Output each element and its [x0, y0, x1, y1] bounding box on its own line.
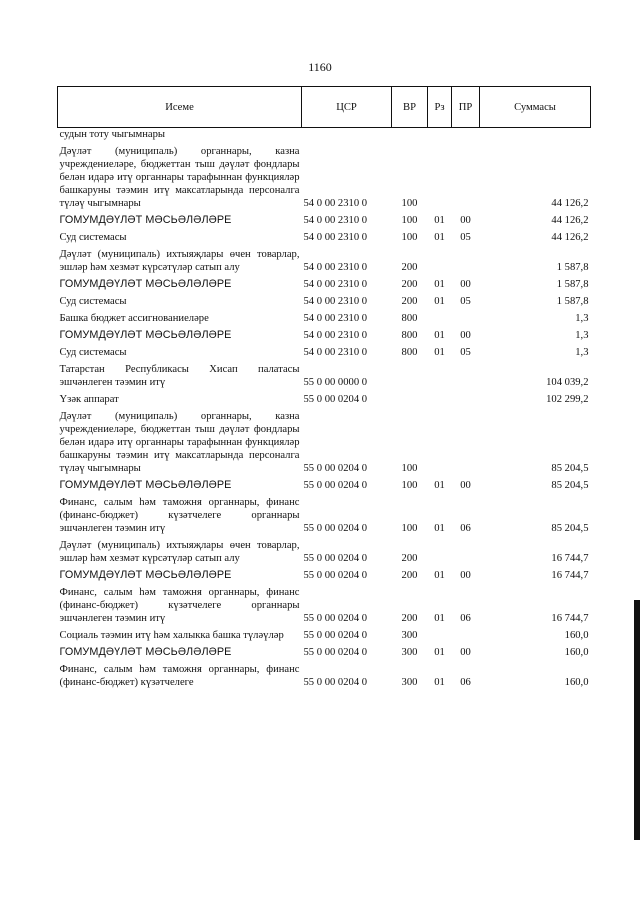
- cell-sum: 44 126,2: [551, 232, 589, 243]
- cell-sum: 44 126,2: [551, 215, 589, 226]
- cell-name: Суд системасы: [59, 296, 127, 307]
- cell-csr: 54 0 00 2310 0: [303, 215, 368, 226]
- cell-csr: 54 0 00 2310 0: [303, 198, 368, 209]
- table-row: [58, 344, 591, 361]
- cell-pr: [452, 128, 480, 144]
- cell-rz: 01: [434, 279, 445, 290]
- header-vr: ВР: [392, 87, 428, 128]
- cell-csr: 54 0 00 2310 0: [303, 347, 368, 358]
- cell-pr: [452, 537, 480, 567]
- cell-csr: 55 0 00 0204 0: [303, 480, 368, 491]
- cell-sum: 85 204,5: [551, 463, 589, 474]
- cell-rz: 01: [434, 232, 445, 243]
- table-row: [58, 584, 591, 627]
- cell-rz: [428, 391, 452, 408]
- cell-pr: 06: [460, 677, 471, 688]
- cell-rz: [428, 143, 452, 212]
- cell-rz: 01: [434, 347, 445, 358]
- cell-sum: 16 744,7: [551, 553, 589, 564]
- header-csr: ЦСР: [302, 87, 392, 128]
- cell-vr: 100: [401, 198, 418, 209]
- cell-vr: 200: [401, 296, 418, 307]
- cell-pr: 06: [460, 523, 471, 534]
- cell-sum: 1 587,8: [556, 262, 589, 273]
- header-name: Исеме: [58, 87, 302, 128]
- cell-pr: [452, 143, 480, 212]
- table-row: [58, 276, 591, 293]
- cell-rz: [428, 246, 452, 276]
- cell-pr: 00: [460, 330, 471, 341]
- cell-vr: 200: [401, 262, 418, 273]
- cell-csr: 55 0 00 0204 0: [303, 523, 368, 534]
- cell-sum: [480, 128, 591, 144]
- cell-sum: 104 039,2: [546, 377, 589, 388]
- table-row: [58, 327, 591, 344]
- cell-name: ГОМУМДӘҮЛӘТ МӘСЬӘЛӘЛӘРЕ: [59, 329, 232, 341]
- cell-sum: 160,0: [564, 647, 589, 658]
- cell-vr: [392, 361, 428, 391]
- scan-edge-bar: [634, 600, 640, 840]
- cell-pr: 00: [460, 570, 471, 581]
- cell-name: Финанс, салым һәм таможня органнары, финанс (финанс-бюджет) күзәтчелеге органнары эшчәнлеген тәэмин итү: [59, 587, 300, 624]
- cell-rz: 01: [434, 613, 445, 624]
- cell-sum: 102 299,2: [546, 394, 589, 405]
- table-body: [58, 128, 591, 692]
- table-row: [58, 627, 591, 644]
- cell-vr: 100: [401, 215, 418, 226]
- cell-name: Дәүләт (муниципаль) ихтыяҗлары өчен товарлар, эшләр һәм хезмәт күрсәтүләр сатып алу: [59, 249, 300, 273]
- cell-rz: [428, 128, 452, 144]
- cell-csr: 54 0 00 2310 0: [303, 330, 368, 341]
- cell-name: ГОМУМДӘҮЛӘТ МӘСЬӘЛӘЛӘРЕ: [59, 479, 232, 491]
- table-row: [58, 567, 591, 584]
- cell-rz: 01: [434, 215, 445, 226]
- table-row: [58, 212, 591, 229]
- cell-vr: 800: [401, 347, 418, 358]
- cell-pr: 00: [460, 647, 471, 658]
- cell-pr: 05: [460, 232, 471, 243]
- cell-sum: 16 744,7: [551, 613, 589, 624]
- cell-vr: [392, 391, 428, 408]
- cell-rz: 01: [434, 647, 445, 658]
- table-row: [58, 477, 591, 494]
- cell-rz: 01: [434, 570, 445, 581]
- cell-vr: 100: [401, 480, 418, 491]
- cell-rz: [428, 627, 452, 644]
- cell-sum: 44 126,2: [551, 198, 589, 209]
- cell-csr: 55 0 00 0204 0: [303, 570, 368, 581]
- cell-pr: [452, 361, 480, 391]
- cell-vr: 800: [401, 313, 418, 324]
- cell-rz: [428, 408, 452, 477]
- cell-rz: [428, 537, 452, 567]
- cell-vr: 300: [401, 630, 418, 641]
- cell-pr: [452, 310, 480, 327]
- cell-rz: 01: [434, 523, 445, 534]
- cell-pr: [452, 391, 480, 408]
- cell-name: Суд системасы: [59, 347, 127, 358]
- table-row: [58, 143, 591, 212]
- cell-sum: 160,0: [564, 630, 589, 641]
- cell-pr: [452, 246, 480, 276]
- cell-sum: 85 204,5: [551, 480, 589, 491]
- cell-name: Суд системасы: [59, 232, 127, 243]
- cell-vr: 800: [401, 330, 418, 341]
- cell-name: судын тоту чыгымнары: [59, 129, 165, 140]
- table-row: [58, 128, 591, 144]
- cell-name: ГОМУМДӘҮЛӘТ МӘСЬӘЛӘЛӘРЕ: [59, 569, 232, 581]
- cell-csr: 54 0 00 2310 0: [303, 232, 368, 243]
- cell-vr: 100: [401, 463, 418, 474]
- cell-csr: 55 0 00 0204 0: [303, 647, 368, 658]
- cell-name: Дәүләт (муниципаль) органнары, казна учреждениеләре, бюджеттан тыш дәүләт фондлары белән идарә итү органнары тарафыннан функцияләр башкаруны тәэмин итү максатларында персоналга түләү чыгымнары: [59, 411, 300, 474]
- cell-name: Социаль тәэмин итү һәм халыкка башка түләүләр: [59, 630, 284, 641]
- table-row: [58, 246, 591, 276]
- cell-pr: 05: [460, 296, 471, 307]
- cell-sum: 1,3: [575, 330, 589, 341]
- cell-rz: [428, 310, 452, 327]
- header-sum: Суммасы: [480, 87, 591, 128]
- cell-rz: 01: [434, 677, 445, 688]
- cell-vr: 100: [401, 523, 418, 534]
- cell-name: Финанс, салым һәм таможня органнары, финанс (финанс-бюджет) күзәтчелеге органнары эшчәнлеген тәэмин итү: [59, 497, 300, 534]
- cell-pr: 05: [460, 347, 471, 358]
- cell-csr: 54 0 00 2310 0: [303, 313, 368, 324]
- cell-name: ГОМУМДӘҮЛӘТ МӘСЬӘЛӘЛӘРЕ: [59, 214, 232, 226]
- cell-vr: 200: [401, 279, 418, 290]
- table-row: [58, 293, 591, 310]
- cell-csr: 55 0 00 0204 0: [303, 630, 368, 641]
- cell-rz: 01: [434, 330, 445, 341]
- cell-name: ГОМУМДӘҮЛӘТ МӘСЬӘЛӘЛӘРЕ: [59, 646, 232, 658]
- cell-sum: 1 587,8: [556, 296, 589, 307]
- cell-vr: 200: [401, 553, 418, 564]
- table-header-row: [58, 87, 591, 128]
- table-row: [58, 408, 591, 477]
- cell-name: Башка бюджет ассигнованиеләре: [59, 313, 209, 324]
- table-row: [58, 661, 591, 691]
- cell-csr: 55 0 00 0204 0: [303, 677, 368, 688]
- cell-name: Финанс, салым һәм таможня органнары, финанс (финанс-бюджет) күзәтчелеге: [59, 664, 300, 688]
- cell-vr: 300: [401, 647, 418, 658]
- cell-csr: 54 0 00 2310 0: [303, 296, 368, 307]
- cell-sum: 160,0: [564, 677, 589, 688]
- header-rz: Рз: [428, 87, 452, 128]
- table-row: [58, 229, 591, 246]
- table-row: [58, 644, 591, 661]
- cell-sum: 1 587,8: [556, 279, 589, 290]
- cell-pr: 00: [460, 480, 471, 491]
- cell-csr: 54 0 00 2310 0: [303, 279, 368, 290]
- cell-vr: 300: [401, 677, 418, 688]
- cell-csr: 55 0 00 0204 0: [303, 394, 368, 405]
- cell-csr: [302, 128, 392, 144]
- cell-vr: 200: [401, 570, 418, 581]
- cell-pr: 00: [460, 215, 471, 226]
- cell-rz: 01: [434, 296, 445, 307]
- budget-table: [57, 86, 591, 691]
- cell-name: Дәүләт (муниципаль) органнары, казна учреждениеләре, бюджеттан тыш дәүләт фондлары белән идарә итү органнары тарафыннан функцияләр башкаруны тәэмин итү максатларында персоналга түләү чыгымнары: [59, 146, 300, 209]
- table-row: [58, 310, 591, 327]
- table-row: [58, 361, 591, 391]
- cell-pr: 00: [460, 279, 471, 290]
- cell-sum: 16 744,7: [551, 570, 589, 581]
- cell-name: Дәүләт (муниципаль) ихтыяҗлары өчен товарлар, эшләр һәм хезмәт күрсәтүләр сатып алу: [59, 540, 300, 564]
- table-row: [58, 494, 591, 537]
- cell-vr: 100: [401, 232, 418, 243]
- cell-rz: 01: [434, 480, 445, 491]
- header-pr: ПР: [452, 87, 480, 128]
- cell-csr: 55 0 00 0204 0: [303, 553, 368, 564]
- cell-sum: 1,3: [575, 347, 589, 358]
- cell-csr: 55 0 00 0204 0: [303, 463, 368, 474]
- cell-vr: [392, 128, 428, 144]
- cell-name: Үзәк аппарат: [59, 394, 119, 405]
- cell-sum: 1,3: [575, 313, 589, 324]
- cell-csr: 55 0 00 0000 0: [303, 377, 368, 388]
- cell-pr: [452, 408, 480, 477]
- cell-csr: 54 0 00 2310 0: [303, 262, 368, 273]
- cell-rz: [428, 361, 452, 391]
- table-row: [58, 537, 591, 567]
- cell-csr: 55 0 00 0204 0: [303, 613, 368, 624]
- cell-pr: [452, 627, 480, 644]
- table-row: [58, 391, 591, 408]
- cell-vr: 200: [401, 613, 418, 624]
- cell-name: ГОМУМДӘҮЛӘТ МӘСЬӘЛӘЛӘРЕ: [59, 278, 232, 290]
- cell-pr: 06: [460, 613, 471, 624]
- cell-name: Татарстан Республикасы Хисап палатасы эшчәнлеген тәэмин итү: [59, 364, 300, 388]
- page-number: 1160: [308, 60, 332, 74]
- cell-sum: 85 204,5: [551, 523, 589, 534]
